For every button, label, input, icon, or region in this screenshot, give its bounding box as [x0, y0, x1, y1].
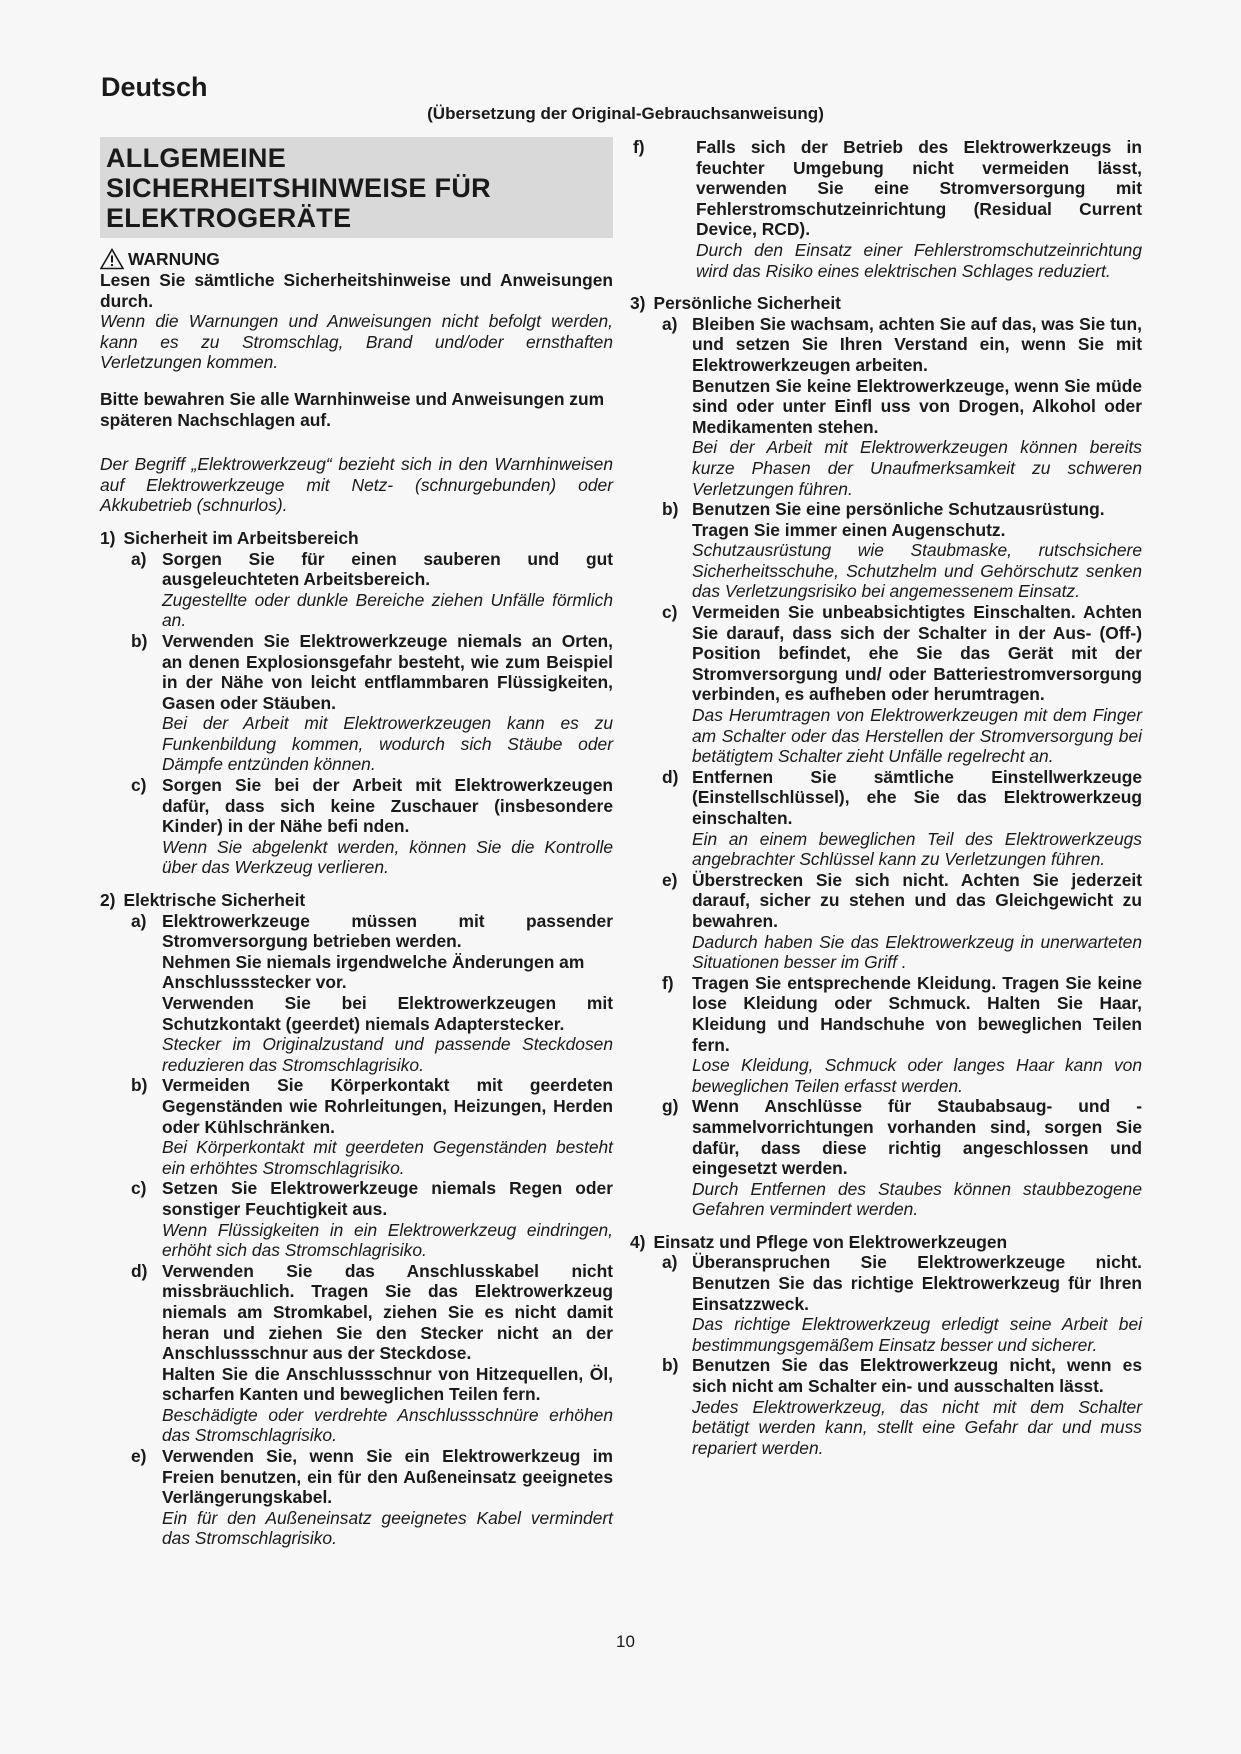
- item-bold-text: Entfernen Sie sämtliche Einstellwerkzeuge (Einstellschlüssel), ehe Sie das Elektrowerkzeug einschalten.: [692, 766, 1142, 828]
- item-label: e): [662, 869, 678, 890]
- list-item: [100, 775, 613, 878]
- list-item: [630, 767, 1142, 870]
- item-label: a): [131, 910, 147, 931]
- list-item: [630, 499, 1142, 602]
- item-label: b): [131, 1075, 148, 1096]
- item-bold-text: Sorgen Sie bei der Arbeit mit Elektrowerkzeugen dafür, dass sich keine Zuschauer (insbesondere Kinder) in der Nähe befi nden.: [162, 775, 613, 837]
- section-title: ALLGEMEINE SICHERHEITSHINWEISE FÜR ELEKTROGERÄTE: [100, 137, 613, 238]
- warning-triangle-icon: [100, 248, 124, 270]
- item-label: a): [662, 1252, 678, 1273]
- section-3-heading: [630, 293, 1142, 314]
- item-bold-text: Wenn Anschlüsse für Staubabsaug- und -sammelvorrichtungen vorhanden sind, sorgen Sie dafür, dass diese richtig angeschlossen und eingesetzt werden.: [692, 1096, 1142, 1179]
- language-heading: Deutsch: [101, 72, 208, 102]
- section-4-heading: [630, 1232, 1142, 1253]
- item-label: f): [662, 972, 674, 993]
- item-italic-text: Lose Kleidung, Schmuck oder langes Haar kann von beweglichen Teilen erfasst werden.: [692, 1055, 1142, 1096]
- item-bold-text: Sorgen Sie für einen sauberen und gut ausgeleuchteten Arbeitsbereich.: [162, 548, 613, 590]
- item-italic-text: Durch den Einsatz einer Fehlerstromschutzeinrichtung wird das Risiko eines elektrischen Schlages reduziert.: [696, 239, 1142, 281]
- item-bold-text: Benutzen Sie das Elektrowerkzeug nicht, wenn es sich nicht am Schalter ein- und ausschalten lässt.: [692, 1355, 1142, 1397]
- item-bold-text: Benutzen Sie eine persönliche Schutzausrüstung. Tragen Sie immer einen Augenschutz.: [692, 499, 1105, 540]
- left-column: [100, 137, 613, 1549]
- item-label: c): [131, 1178, 147, 1199]
- item-bold-text: Verwenden Sie bei Elektrowerkzeugen mit Schutzkontakt (geerdet) niemals Adapterstecker.: [162, 993, 613, 1034]
- page-number: 10: [616, 1632, 635, 1651]
- list-item: [630, 137, 1142, 281]
- list-item: [630, 870, 1142, 973]
- item-italic-text: Ein an einem beweglichen Teil des Elektrowerkzeugs angebrachter Schlüssel kann zu Verletzungen führen.: [692, 828, 1142, 870]
- section-1-heading: [100, 528, 613, 549]
- item-bold-text: Elektrowerkzeuge müssen mit passender Stromversorgung betrieben werden.: [162, 910, 613, 952]
- list-item: [630, 973, 1142, 1097]
- keep-instructions-text: Bitte bewahren Sie alle Warnhinweise und Anweisungen zum späteren Nachschlagen auf.: [100, 388, 605, 430]
- item-label: d): [131, 1260, 148, 1281]
- section-4-title: Einsatz und Pflege von Elektrowerkzeugen: [653, 1231, 1008, 1252]
- warning-bold-text: Lesen Sie sämtliche Sicherheitshinweise und Anweisungen durch.: [100, 270, 613, 311]
- item-bold-text: Falls sich der Betrieb des Elektrowerkzeugs in feuchter Umgebung nicht vermeiden lässt, verwenden Sie eine Stromversorgung mit Fehlerstromschutzeinrichtung (Residual Current Device, RCD).: [696, 137, 1142, 240]
- item-label: b): [662, 499, 679, 520]
- item-italic-text: Schutzausrüstung wie Staubmaske, rutschsichere Sicherheitsschuhe, Schutzhelm und Gehörschutz senken das Verletzungsrisiko bei angemessenem Einsatz.: [692, 540, 1142, 602]
- item-italic-text: Das Herumtragen von Elektrowerkzeugen mit dem Finger am Schalter oder das Herstellen der Stromversorgung bei betätigtem Schalter zieht Unfälle regelrecht an.: [692, 705, 1142, 767]
- list-item: [100, 1446, 613, 1549]
- item-italic-text: Jedes Elektrowerkzeug, das nicht mit dem Schalter betätigt werden kann, stellt eine Gefahr dar und muss repariert werden.: [692, 1396, 1142, 1458]
- warning-heading: [100, 248, 613, 270]
- section-2-heading: [100, 890, 613, 911]
- list-item: [100, 1075, 613, 1178]
- item-label: e): [131, 1446, 147, 1467]
- item-label: g): [662, 1096, 679, 1117]
- item-italic-text: Dadurch haben Sie das Elektrowerkzeug in unerwarteten Situationen besser im Griff .: [692, 931, 1142, 973]
- item-label: a): [131, 548, 147, 569]
- item-italic-text: Bei der Arbeit mit Elektrowerkzeugen kann es zu Funkenbildung kommen, wodurch sich Stäube oder Dämpfe entzünden können.: [162, 713, 613, 775]
- item-label: b): [662, 1355, 679, 1376]
- item-bold-text: Verwenden Sie Elektrowerkzeuge niemals an Orten, an denen Explosionsgefahr besteht, wie zum Beispiel in der Nähe von leicht entflammbaren Flüssigkeiten, Gasen oder Stäuben.: [162, 630, 613, 713]
- section-3-number: 3): [630, 293, 646, 314]
- item-italic-text: Beschädigte oder verdrehte Anschlussschnüre erhöhen das Stromschlagrisiko.: [162, 1404, 613, 1446]
- item-bold-text: Tragen Sie entsprechende Kleidung. Tragen Sie keine lose Kleidung oder Schmuck. Halten Sie Haar, Kleidung und Handschuhe von beweglichen Teilen fern.: [692, 972, 1142, 1055]
- section-3-title: Persönliche Sicherheit: [653, 293, 841, 314]
- item-label: c): [131, 775, 147, 796]
- item-italic-text: Zugestellte oder dunkle Bereiche ziehen Unfälle förmlich an.: [162, 589, 613, 631]
- item-italic-text: Stecker im Originalzustand und passende Steckdosen reduzieren das Stromschlagrisiko.: [162, 1034, 613, 1075]
- list-item: [630, 1355, 1142, 1458]
- item-bold-text: Setzen Sie Elektrowerkzeuge niemals Regen oder sonstiger Feuchtigkeit aus.: [162, 1178, 613, 1219]
- list-item: [630, 1252, 1142, 1355]
- item-bold-text: Benutzen Sie keine Elektrowerkzeuge, wenn Sie müde sind oder unter Einfl uss von Drogen, Alkohol oder Medikamenten stehen.: [692, 375, 1142, 437]
- list-item: [630, 602, 1142, 767]
- item-italic-text: Wenn Sie abgelenkt werden, können Sie die Kontrolle über das Werkzeug verlieren.: [162, 836, 613, 878]
- list-item: [100, 1261, 613, 1446]
- section-1-number: 1): [100, 527, 116, 548]
- item-bold-text: Nehmen Sie niemals irgendwelche Änderungen am Anschlussstecker vor.: [162, 951, 585, 993]
- item-italic-text: Das richtige Elektrowerkzeug erledigt seine Arbeit bei bestimmungsgemäßem Einsatz besser und sicherer.: [692, 1314, 1142, 1355]
- item-bold-text: Bleiben Sie wachsam, achten Sie auf das, was Sie tun, und setzen Sie Ihren Verstand ein, wenn Sie mit Elektrowerkzeugen arbeiten.: [692, 313, 1142, 375]
- item-bold-text: Vermeiden Sie unbeabsichtigtes Einschalten. Achten Sie darauf, dass sich der Schalter in der Aus- (Off-) Position befindet, ehe Sie das Gerät mit der Stromversorgung und/ oder Batteriestromversorgung verbinden, es aufheben oder herumtragen.: [692, 602, 1142, 705]
- section-4-number: 4): [630, 1231, 646, 1252]
- item-bold-text: Verwenden Sie, wenn Sie ein Elektrowerkzeug im Freien benutzen, ein für den Außeneinsatz geeignetes Verlängerungskabel.: [162, 1446, 613, 1508]
- item-label: c): [662, 602, 678, 623]
- list-item: [630, 314, 1142, 499]
- item-bold-text: Halten Sie die Anschlussschnur von Hitzequellen, Öl, scharfen Kanten und beweglichen Teilen fern.: [162, 1363, 613, 1405]
- right-column: [630, 137, 1142, 1458]
- item-label: d): [662, 766, 679, 787]
- item-label: a): [662, 313, 678, 334]
- item-italic-text: Bei Körperkontakt mit geerdeten Gegenständen besteht ein erhöhtes Stromschlagrisiko.: [162, 1137, 613, 1178]
- translation-note: (Übersetzung der Original-Gebrauchsanweisung): [427, 104, 824, 123]
- section-1-title: Sicherheit im Arbeitsbereich: [123, 527, 359, 548]
- item-bold-text: Überstrecken Sie sich nicht. Achten Sie jederzeit darauf, sicher zu stehen und das Gleichgewicht zu bewahren.: [692, 869, 1142, 931]
- item-bold-text: Überanspruchen Sie Elektrowerkzeuge nicht. Benutzen Sie das richtige Elektrowerkzeug für Ihren Einsatzzweck.: [692, 1252, 1142, 1314]
- section-2-title: Elektrische Sicherheit: [123, 890, 306, 911]
- item-bold-text: Verwenden Sie das Anschlusskabel nicht missbräuchlich. Tragen Sie das Elektrowerkzeug niemals am Stromkabel, ziehen Sie es nicht damit heran und ziehen Sie den Stecker nicht an der Anschlussschnur aus der Steckdose.: [162, 1260, 613, 1364]
- section-2-number: 2): [100, 890, 116, 911]
- list-item: [630, 1096, 1142, 1220]
- item-label: f): [633, 137, 645, 157]
- item-italic-text: Bei der Arbeit mit Elektrowerkzeugen können bereits kurze Phasen der Unaufmerksamkeit zu schweren Verletzungen führen.: [692, 437, 1142, 499]
- term-definition-text: Der Begriff „Elektrowerkzeug“ bezieht sich in den Warnhinweisen auf Elektrowerkzeuge mit Netz- (schnurgebunden) oder Akkubetrieb (schnurlos).: [100, 454, 613, 516]
- item-italic-text: Durch Entfernen des Staubes können staubbezogene Gefahren vermindert werden.: [692, 1178, 1142, 1220]
- warning-label: WARNUNG: [128, 248, 220, 269]
- item-label: b): [131, 630, 148, 651]
- list-item: [100, 549, 613, 631]
- list-item: [100, 631, 613, 775]
- list-item: [100, 911, 613, 1076]
- item-italic-text: Wenn Flüssigkeiten in ein Elektrowerkzeug eindringen, erhöht sich das Stromschlagrisiko.: [162, 1219, 613, 1261]
- item-italic-text: Ein für den Außeneinsatz geeignetes Kabel vermindert das Stromschlagrisiko.: [162, 1507, 613, 1549]
- item-bold-text: Vermeiden Sie Körperkontakt mit geerdeten Gegenständen wie Rohrleitungen, Heizungen, Herden oder Kühlschränken.: [162, 1075, 613, 1137]
- warning-italic-text: Wenn die Warnungen und Anweisungen nicht befolgt werden, kann es zu Stromschlag, Brand und/oder ernsthaften Verletzungen kommen.: [100, 311, 613, 373]
- list-item: [100, 1178, 613, 1260]
